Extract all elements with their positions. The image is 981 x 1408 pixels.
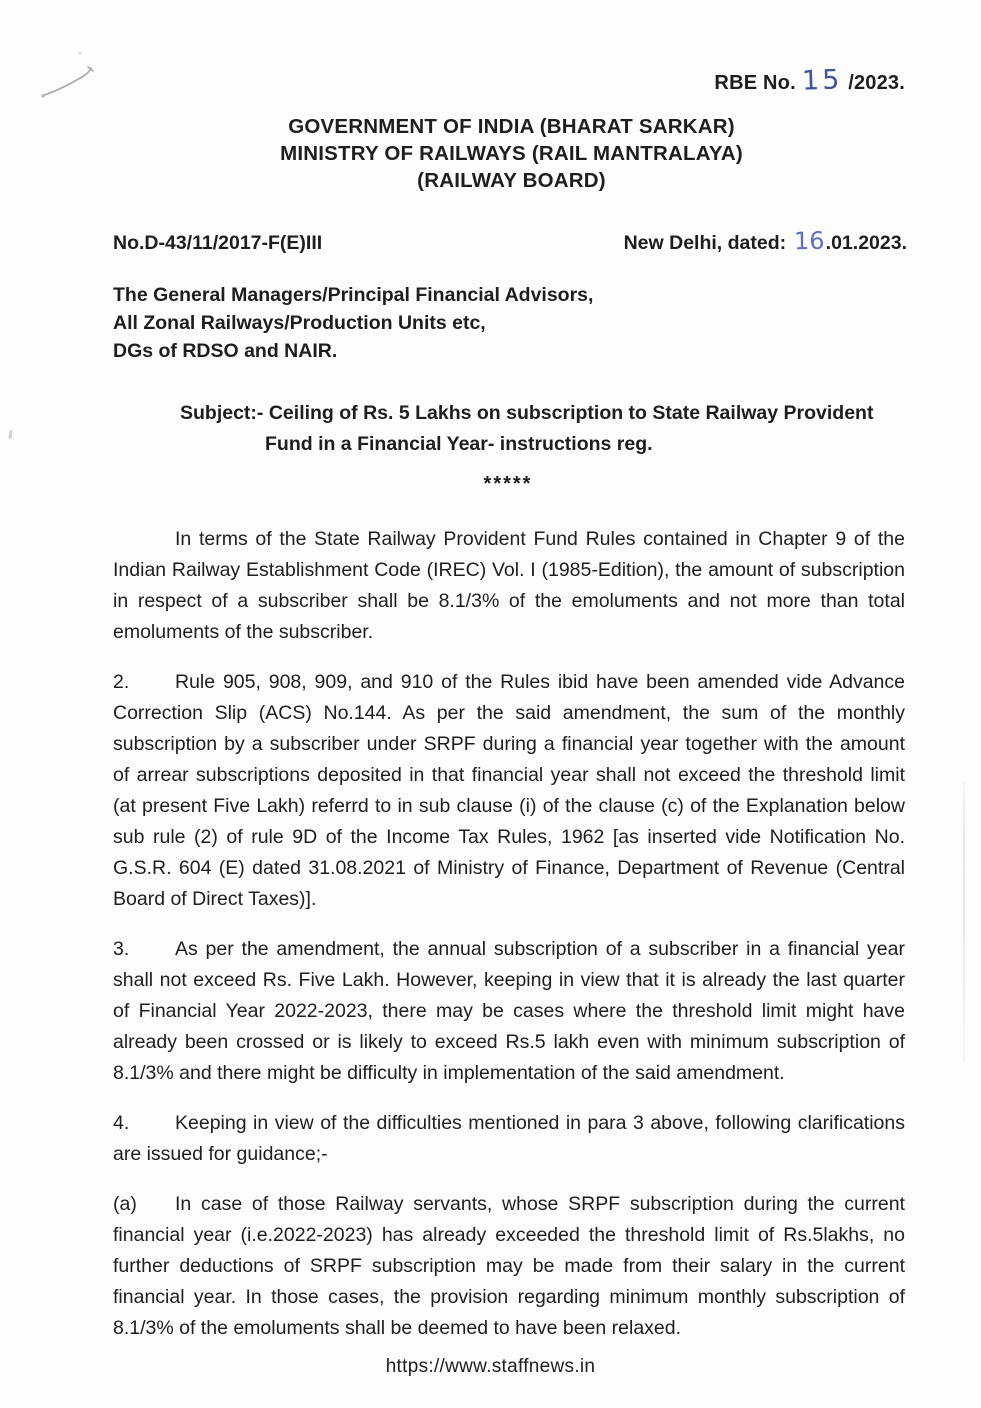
subject-block — [180, 398, 911, 460]
header-line-ministry: MINISTRY OF RAILWAYS (RAIL MANTRALAYA) — [280, 142, 743, 165]
paragraph-number: 2. — [113, 671, 130, 693]
scan-left-tick — [8, 430, 12, 439]
reference-row — [0, 194, 981, 255]
paragraph-3 — [113, 934, 905, 1089]
paragraph-clause-a — [113, 1189, 905, 1344]
rbe-number-handwritten: 15 — [801, 64, 843, 97]
header-line-railway-board: (RAILWAY BOARD) — [417, 169, 606, 192]
paragraph-number: 4. — [113, 1112, 130, 1134]
subject-label: Subject:- — [180, 402, 264, 424]
place-date — [623, 226, 907, 256]
addressee-line: DGs of RDSO and NAIR. — [113, 340, 338, 362]
addressee-block — [0, 255, 981, 365]
addressee-line: All Zonal Railways/Production Units etc, — [113, 312, 486, 334]
rbe-number-line — [0, 0, 981, 95]
asterisk-separator: ***** — [483, 473, 533, 495]
addressee-line: The General Managers/Principal Financial Advisors, — [113, 284, 594, 306]
paragraph-number: (a) — [113, 1193, 137, 1215]
paragraph-text: Keeping in view of the difficulties mentioned in para 3 above, following clarifications are issued for guidance;- — [113, 1112, 905, 1165]
letter-body — [113, 524, 905, 1344]
paragraph-2 — [113, 667, 905, 915]
date-prefix: New Delhi, dated: — [623, 232, 787, 254]
date-day-handwritten: 16 — [793, 226, 825, 256]
date-suffix: .01.2023. — [825, 232, 907, 254]
rbe-suffix: /2023. — [848, 72, 905, 94]
paragraph-text: In terms of the State Railway Provident Fund Rules contained in Chapter 9 of the Indian Railway Establishment Code (IREC) Vol. I (1985-Edition), the amount of subscription in respect of a subscriber shall be 8.1/3% of the emoluments and not more than total emoluments of the subscriber. — [113, 528, 905, 643]
paragraph-text: Rule 905, 908, 909, and 910 of the Rules ibid have been amended vide Advance Correction Slip (ACS) No.144. As per the said amendment, the sum of the monthly subscription by a subscriber under SRPF during a financial year together with the amount of arrear subscriptions deposited in that financial year shall not exceed the threshold limit (at present Five Lakh) referrd to in sub clause (i) of the clause (c) of the Explanation below sub rule (2) of rule 9D of the Income Tax Rules, 1962 [as inserted vide Notification No. G.S.R. 604 (E) dated 31.08.2021 of Ministry of Finance, Department of Revenue (Central Board of Direct Taxes)]. — [113, 671, 905, 910]
paragraph-text: In case of those Railway servants, whose SRPF subscription during the current financial year (i.e.2022-2023) has already exceeded the threshold limit of Rs.5lakhs, no further deductions of SRPF subscription may be made from their salary in the current financial year. In those cases, the provision regarding minimum monthly subscription of 8.1/3% of the emoluments shall be deemed to have been relaxed. — [113, 1193, 905, 1339]
header-line-government: GOVERNMENT OF INDIA (BHARAT SARKAR) — [288, 115, 735, 138]
scan-edge-smudge — [963, 782, 965, 1062]
watermark-url: https://www.staffnews.in — [385, 1356, 596, 1377]
paragraph-1 — [113, 524, 905, 648]
paragraph-4 — [113, 1108, 905, 1170]
paragraph-text: As per the amendment, the annual subscription of a subscriber in a financial year shall not exceed Rs. Five Lakh. However, keeping in view that it is already the last quarter of Financial Year 2022-2023, there may be cases where the threshold limit might have already been crossed or is likely to exceed Rs.5 lakh even with minimum subscription of 8.1/3% and there might be difficulty in implementation of the said amendment. — [113, 938, 905, 1084]
subject-text: Ceiling of Rs. 5 Lakhs on subscription to State Railway Provident Fund in a Financial Year- instructions reg. — [265, 402, 874, 455]
rbe-prefix: RBE No. — [714, 72, 796, 94]
government-header — [42, 113, 981, 194]
paragraph-number: 3. — [113, 938, 130, 960]
pen-squiggle-mark — [30, 40, 120, 110]
file-number: No.D-43/11/2017-F(E)III — [113, 232, 323, 254]
